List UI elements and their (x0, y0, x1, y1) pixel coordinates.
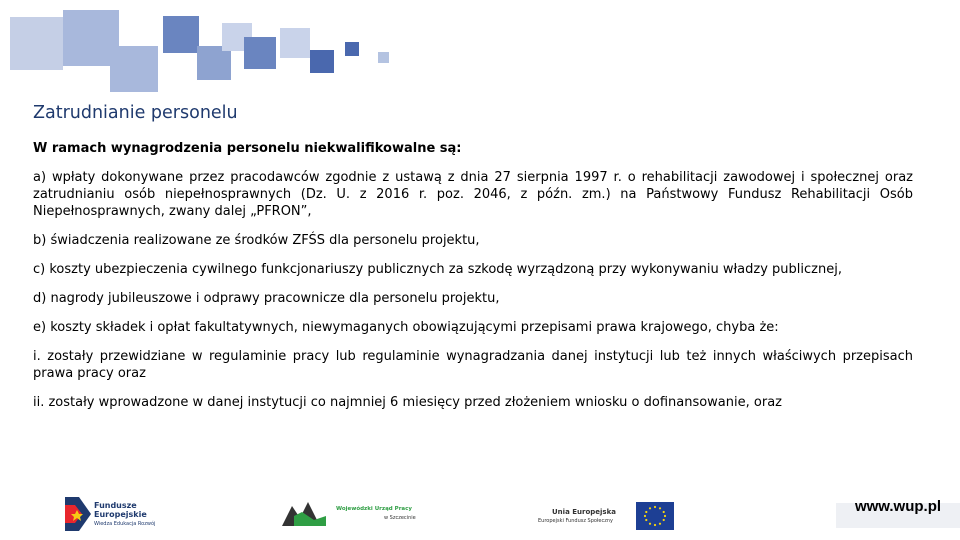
fe-line2: Europejskie (94, 510, 147, 519)
intro-heading: W ramach wynagrodzenia personelu niekwalifikowalne są: (33, 141, 462, 156)
list-item: ii. zostały wprowadzone w danej instytucji co najmniej 6 miesięcy przed złożeniem wniosku o dofinansowanie, oraz (33, 395, 782, 410)
wup-mountain-icon (280, 498, 330, 528)
list-item: c) koszty ubezpieczenia cywilnego funkcjonariuszy publicznych za szkodę wyrządzoną przy wykonywaniu władzy publicznej, (33, 262, 842, 277)
list-item: a) wpłaty dokonywane przez pracodawców zgodnie z ustawą z dnia 27 sierpnia 1997 r. o rehabilitacji zawodowej i społecznej oraz zatrudnianiu osób niepełnosprawnych (Dz. U. z 2016 r. poz. 2046, z późn. zm.) na Państwowy Fundusz Rehabilitacji Osób Niepełnosprawnych, zwany dalej „PFRON”, (33, 170, 913, 219)
fe-line1: Fundusze (94, 501, 137, 510)
decor-square (110, 46, 158, 92)
list-item: i. zostały przewidziane w regulaminie pracy lub regulaminie wynagradzania danej instytucji lub też innych właściwych przepisach prawa pracy oraz (33, 349, 913, 381)
decor-square (280, 28, 310, 58)
decor-square (310, 50, 334, 73)
fundusze-europejskie-logo (65, 496, 180, 532)
wup-logo (280, 498, 430, 530)
eu-flag-icon (636, 502, 674, 530)
decor-square (10, 17, 63, 70)
decor-square (378, 52, 389, 63)
decor-square (345, 42, 359, 56)
fe-star-icon (65, 497, 91, 531)
list-item: e) koszty składek i opłat fakultatywnych, niewymaganych obowiązującymi przepisami prawa krajowego, chyba że: (33, 320, 779, 335)
eu-line2: Europejski Fundusz Społeczny (538, 518, 613, 524)
decor-square (197, 46, 231, 80)
wup-line1: Wojewódzki Urząd Pracy (336, 506, 412, 512)
website-link[interactable]: www.wup.pl (854, 498, 942, 515)
content-body (33, 140, 913, 423)
decor-square (244, 37, 276, 69)
list-item: b) świadczenia realizowane ze środków ZFŚS dla personelu projektu, (33, 233, 480, 248)
fe-line3: Wiedza Edukacja Rozwój (94, 521, 156, 527)
page-title: Zatrudnianie personelu (33, 103, 238, 123)
decor-square (163, 16, 199, 53)
wup-line2: w Szczecinie (384, 515, 416, 521)
eu-line1: Unia Europejska (552, 508, 616, 516)
list-item: d) nagrody jubileuszowe i odprawy pracownicze dla personelu projektu, (33, 291, 500, 306)
eu-logo (538, 502, 678, 532)
